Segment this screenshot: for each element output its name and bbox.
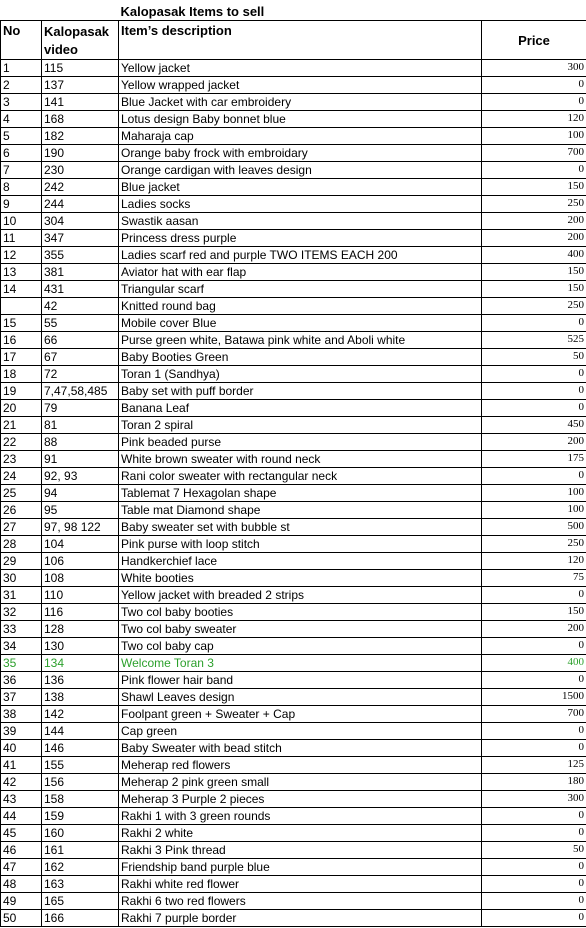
table-row [1,655,586,672]
cell-description[interactable]: Rakhi white red flower [119,876,482,893]
table-row [1,876,586,893]
cell-video[interactable]: 355 [42,247,119,264]
cell-video[interactable]: 144 [42,723,119,740]
cell-price[interactable]: 300 [482,791,586,808]
cell-price[interactable]: 180 [482,774,586,791]
cell-description[interactable]: Rakhi 7 purple border [119,910,482,927]
cell-video[interactable]: 136 [42,672,119,689]
cell-price[interactable]: 100 [482,128,586,145]
cell-video[interactable]: 115 [42,60,119,77]
cell-video[interactable]: 88 [42,434,119,451]
table-row [1,349,586,366]
cell-description[interactable]: Tablemat 7 Hexagolan shape [119,485,482,502]
cell-no[interactable]: 43 [1,791,42,808]
cell-video[interactable]: 160 [42,825,119,842]
cell-description[interactable]: Handkerchief lace [119,553,482,570]
cell-video[interactable]: 146 [42,740,119,757]
cell-no[interactable]: 47 [1,859,42,876]
cell-no[interactable]: 41 [1,757,42,774]
cell-no[interactable]: 4 [1,111,42,128]
cell-video[interactable]: 95 [42,502,119,519]
cell-video[interactable]: 97, 98 122 [42,519,119,536]
cell-description[interactable]: Toran 1 (Sandhya) [119,366,482,383]
cell-description[interactable]: Ladies socks [119,196,482,213]
table-row [1,451,586,468]
cell-video[interactable]: 116 [42,604,119,621]
cell-no[interactable]: 8 [1,179,42,196]
cell-price[interactable]: 120 [482,553,586,570]
table-row [1,213,586,230]
cell-price[interactable]: 120 [482,111,586,128]
title-row [1,0,586,21]
cell-description[interactable]: Maharaja cap [119,128,482,145]
cell-no[interactable]: 1 [1,60,42,77]
table-row [1,145,586,162]
cell-video[interactable]: 304 [42,213,119,230]
cell-no[interactable]: 39 [1,723,42,740]
cell-description[interactable]: Table mat Diamond shape [119,502,482,519]
table-row [1,536,586,553]
cell-no[interactable]: 10 [1,213,42,230]
cell-description[interactable]: Pink flower hair band [119,672,482,689]
cell-price[interactable]: 100 [482,502,586,519]
cell-no[interactable]: 7 [1,162,42,179]
table-row [1,111,586,128]
table-row [1,757,586,774]
cell-price[interactable]: 200 [482,621,586,638]
cell-video[interactable]: 166 [42,910,119,927]
cell-video[interactable]: 155 [42,757,119,774]
cell-video[interactable]: 72 [42,366,119,383]
cell-description[interactable]: Mobile cover Blue [119,315,482,332]
cell-video[interactable]: 182 [42,128,119,145]
table-row [1,247,586,264]
cell-price[interactable]: 525 [482,332,586,349]
table-row [1,893,586,910]
cell-no[interactable]: 14 [1,281,42,298]
cell-no[interactable]: 27 [1,519,42,536]
cell-description[interactable]: Pink beaded purse [119,434,482,451]
header-description[interactable]: Item’s description [119,21,482,60]
cell-price[interactable]: 1500 [482,689,586,706]
table-row [1,77,586,94]
cell-description[interactable]: White brown sweater with round neck [119,451,482,468]
cell-no[interactable]: 50 [1,910,42,927]
cell-description[interactable]: Meherap red flowers [119,757,482,774]
cell-video[interactable]: 79 [42,400,119,417]
cell-no[interactable]: 35 [1,655,42,672]
cell-price[interactable]: 0 [482,77,586,94]
table-row [1,808,586,825]
cell-price[interactable]: 0 [482,315,586,332]
cell-video[interactable]: 242 [42,179,119,196]
cell-description[interactable]: Orange baby frock with embroidary [119,145,482,162]
cell-video[interactable]: 159 [42,808,119,825]
cell-description[interactable]: Rakhi 6 two red flowers [119,893,482,910]
cell-no[interactable]: 25 [1,485,42,502]
table-row [1,196,586,213]
cell-description[interactable]: Baby Booties Green [119,349,482,366]
cell-video[interactable]: 92, 93 [42,468,119,485]
cell-price[interactable]: 0 [482,366,586,383]
cell-description[interactable]: Rani color sweater with rectangular neck [119,468,482,485]
cell-price[interactable]: 450 [482,417,586,434]
table-row [1,298,586,315]
cell-price[interactable]: 0 [482,94,586,111]
cell-description[interactable]: Foolpant green + Sweater + Cap [119,706,482,723]
cell-price[interactable]: 50 [482,349,586,366]
cell-description[interactable]: Two col baby booties [119,604,482,621]
table-row [1,485,586,502]
cell-video[interactable]: 134 [42,655,119,672]
table-row [1,383,586,400]
table-row [1,706,586,723]
cell-price[interactable]: 200 [482,434,586,451]
cell-video[interactable]: 161 [42,842,119,859]
cell-video[interactable]: 190 [42,145,119,162]
cell-price[interactable]: 0 [482,383,586,400]
table-row [1,774,586,791]
cell-price[interactable]: 125 [482,757,586,774]
table-row [1,672,586,689]
title-cell-no[interactable] [1,0,42,21]
cell-price[interactable]: 700 [482,706,586,723]
cell-video[interactable]: 67 [42,349,119,366]
cell-price[interactable]: 0 [482,723,586,740]
cell-no[interactable]: 23 [1,451,42,468]
cell-description[interactable]: Blue Jacket with car embroidery [119,94,482,111]
table-row [1,315,586,332]
cell-video[interactable]: 91 [42,451,119,468]
cell-price[interactable]: 0 [482,162,586,179]
cell-video[interactable]: 141 [42,94,119,111]
cell-video[interactable]: 7,47,58,485 [42,383,119,400]
cell-no[interactable]: 38 [1,706,42,723]
table-row [1,94,586,111]
table-row [1,570,586,587]
table-row [1,281,586,298]
header-price[interactable]: Price [482,21,586,60]
cell-price[interactable]: 150 [482,264,586,281]
table-row [1,230,586,247]
cell-description[interactable]: Pink purse with loop stitch [119,536,482,553]
table-row [1,859,586,876]
table-row [1,468,586,485]
cell-price[interactable]: 250 [482,196,586,213]
cell-description[interactable]: Rakhi 2 white [119,825,482,842]
cell-price[interactable]: 200 [482,230,586,247]
cell-no[interactable]: 17 [1,349,42,366]
cell-description[interactable]: Lotus design Baby bonnet blue [119,111,482,128]
cell-price[interactable]: 500 [482,519,586,536]
table-row [1,910,586,927]
table-row [1,332,586,349]
cell-price[interactable]: 0 [482,893,586,910]
cell-price[interactable]: 0 [482,468,586,485]
header-video[interactable]: Kalopasak video [42,21,119,60]
table-row [1,162,586,179]
cell-video[interactable]: 137 [42,77,119,94]
cell-no[interactable]: 3 [1,94,42,111]
cell-price[interactable]: 0 [482,400,586,417]
cell-video[interactable]: 158 [42,791,119,808]
cell-price[interactable]: 250 [482,536,586,553]
cell-video[interactable]: 431 [42,281,119,298]
cell-no[interactable]: 11 [1,230,42,247]
table-row [1,621,586,638]
cell-video[interactable]: 128 [42,621,119,638]
cell-price[interactable]: 50 [482,842,586,859]
cell-no[interactable]: 15 [1,315,42,332]
cell-video[interactable]: 156 [42,774,119,791]
cell-description[interactable]: Orange cardigan with leaves design [119,162,482,179]
cell-no[interactable]: 5 [1,128,42,145]
header-no[interactable]: No [1,21,42,60]
cell-description[interactable]: Welcome Toran 3 [119,655,482,672]
cell-price[interactable]: 400 [482,655,586,672]
cell-price[interactable]: 175 [482,451,586,468]
table-row [1,417,586,434]
table-row [1,502,586,519]
cell-no[interactable]: 9 [1,196,42,213]
sheet-title[interactable]: Kalopasak Items to sell [119,0,482,21]
cell-description[interactable]: Purse green white, Batawa pink white and Aboli white [119,332,482,349]
cell-price[interactable]: 700 [482,145,586,162]
cell-price[interactable]: 0 [482,859,586,876]
cell-description[interactable]: Cap green [119,723,482,740]
cell-no[interactable]: 40 [1,740,42,757]
cell-price[interactable]: 0 [482,808,586,825]
cell-video[interactable]: 106 [42,553,119,570]
cell-price[interactable]: 300 [482,60,586,77]
cell-price[interactable]: 150 [482,281,586,298]
cell-no[interactable]: 36 [1,672,42,689]
cell-description[interactable]: Knitted round bag [119,298,482,315]
cell-price[interactable]: 400 [482,247,586,264]
cell-no[interactable]: 6 [1,145,42,162]
cell-description[interactable]: Toran 2 spiral [119,417,482,434]
cell-no[interactable]: 19 [1,383,42,400]
cell-no[interactable] [1,298,42,315]
cell-description[interactable]: Friendship band purple blue [119,859,482,876]
cell-description[interactable]: Blue jacket [119,179,482,196]
cell-video[interactable]: 42 [42,298,119,315]
cell-price[interactable]: 0 [482,740,586,757]
table-row [1,434,586,451]
cell-video[interactable]: 81 [42,417,119,434]
cell-no[interactable]: 16 [1,332,42,349]
table-row [1,740,586,757]
cell-price[interactable]: 100 [482,485,586,502]
cell-description[interactable]: Ladies scarf red and purple TWO ITEMS EACH 200 [119,247,482,264]
cell-price[interactable]: 0 [482,638,586,655]
cell-description[interactable]: Swastik aasan [119,213,482,230]
cell-price[interactable]: 0 [482,672,586,689]
cell-no[interactable]: 48 [1,876,42,893]
cell-video[interactable]: 165 [42,893,119,910]
cell-no[interactable]: 44 [1,808,42,825]
cell-no[interactable]: 12 [1,247,42,264]
cell-description[interactable]: Yellow wrapped jacket [119,77,482,94]
cell-no[interactable]: 45 [1,825,42,842]
table-row [1,825,586,842]
cell-no[interactable]: 26 [1,502,42,519]
cell-video[interactable]: 110 [42,587,119,604]
cell-no[interactable]: 31 [1,587,42,604]
cell-video[interactable]: 104 [42,536,119,553]
cell-description[interactable]: Baby set with puff border [119,383,482,400]
cell-no[interactable]: 30 [1,570,42,587]
cell-price[interactable]: 0 [482,825,586,842]
cell-price[interactable]: 250 [482,298,586,315]
cell-description[interactable]: Baby Sweater with bead stitch [119,740,482,757]
cell-description[interactable]: Yellow jacket [119,60,482,77]
cell-description[interactable]: Rakhi 1 with 3 green rounds [119,808,482,825]
cell-price[interactable]: 0 [482,876,586,893]
cell-price[interactable]: 150 [482,179,586,196]
cell-video[interactable]: 163 [42,876,119,893]
cell-no[interactable]: 21 [1,417,42,434]
table-row [1,519,586,536]
cell-price[interactable]: 0 [482,910,586,927]
cell-price[interactable]: 200 [482,213,586,230]
cell-no[interactable]: 2 [1,77,42,94]
cell-video[interactable]: 66 [42,332,119,349]
cell-video[interactable]: 347 [42,230,119,247]
cell-video[interactable]: 130 [42,638,119,655]
cell-no[interactable]: 34 [1,638,42,655]
header-row [1,21,586,60]
table-row [1,604,586,621]
table-row [1,264,586,281]
cell-description[interactable]: Yellow jacket with breaded 2 strips [119,587,482,604]
cell-price[interactable]: 75 [482,570,586,587]
table-row [1,553,586,570]
cell-video[interactable]: 244 [42,196,119,213]
cell-no[interactable]: 42 [1,774,42,791]
cell-video[interactable]: 94 [42,485,119,502]
cell-description[interactable]: Rakhi 3 Pink thread [119,842,482,859]
cell-no[interactable]: 32 [1,604,42,621]
table-row [1,791,586,808]
cell-no[interactable]: 29 [1,553,42,570]
cell-description[interactable]: Two col baby cap [119,638,482,655]
cell-video[interactable]: 168 [42,111,119,128]
cell-price[interactable]: 0 [482,587,586,604]
cell-video[interactable]: 230 [42,162,119,179]
table-row [1,638,586,655]
cell-no[interactable]: 18 [1,366,42,383]
table-row [1,128,586,145]
cell-no[interactable]: 33 [1,621,42,638]
table-row [1,587,586,604]
cell-no[interactable]: 20 [1,400,42,417]
cell-description[interactable]: Banana Leaf [119,400,482,417]
table-row [1,400,586,417]
table-row [1,179,586,196]
table-row [1,723,586,740]
cell-no[interactable]: 24 [1,468,42,485]
cell-no[interactable]: 37 [1,689,42,706]
cell-video[interactable]: 55 [42,315,119,332]
cell-video[interactable]: 108 [42,570,119,587]
table-row [1,842,586,859]
cell-video[interactable]: 142 [42,706,119,723]
table-row [1,689,586,706]
cell-description[interactable]: Aviator hat with ear flap [119,264,482,281]
cell-description[interactable]: Meherap 2 pink green small [119,774,482,791]
cell-video[interactable]: 138 [42,689,119,706]
cell-no[interactable]: 13 [1,264,42,281]
table-row [1,366,586,383]
cell-price[interactable]: 150 [482,604,586,621]
cell-no[interactable]: 28 [1,536,42,553]
table-row [1,60,586,77]
cell-description[interactable]: Princess dress purple [119,230,482,247]
cell-no[interactable]: 46 [1,842,42,859]
title-cell-price[interactable] [482,0,586,21]
cell-description[interactable]: Baby sweater set with bubble st [119,519,482,536]
cell-description[interactable]: Meherap 3 Purple 2 pieces [119,791,482,808]
cell-description[interactable]: White booties [119,570,482,587]
cell-video[interactable]: 162 [42,859,119,876]
cell-video[interactable]: 381 [42,264,119,281]
cell-description[interactable]: Triangular scarf [119,281,482,298]
cell-description[interactable]: Two col baby sweater [119,621,482,638]
cell-no[interactable]: 22 [1,434,42,451]
cell-no[interactable]: 49 [1,893,42,910]
title-cell-video[interactable] [42,0,119,21]
cell-description[interactable]: Shawl Leaves design [119,689,482,706]
